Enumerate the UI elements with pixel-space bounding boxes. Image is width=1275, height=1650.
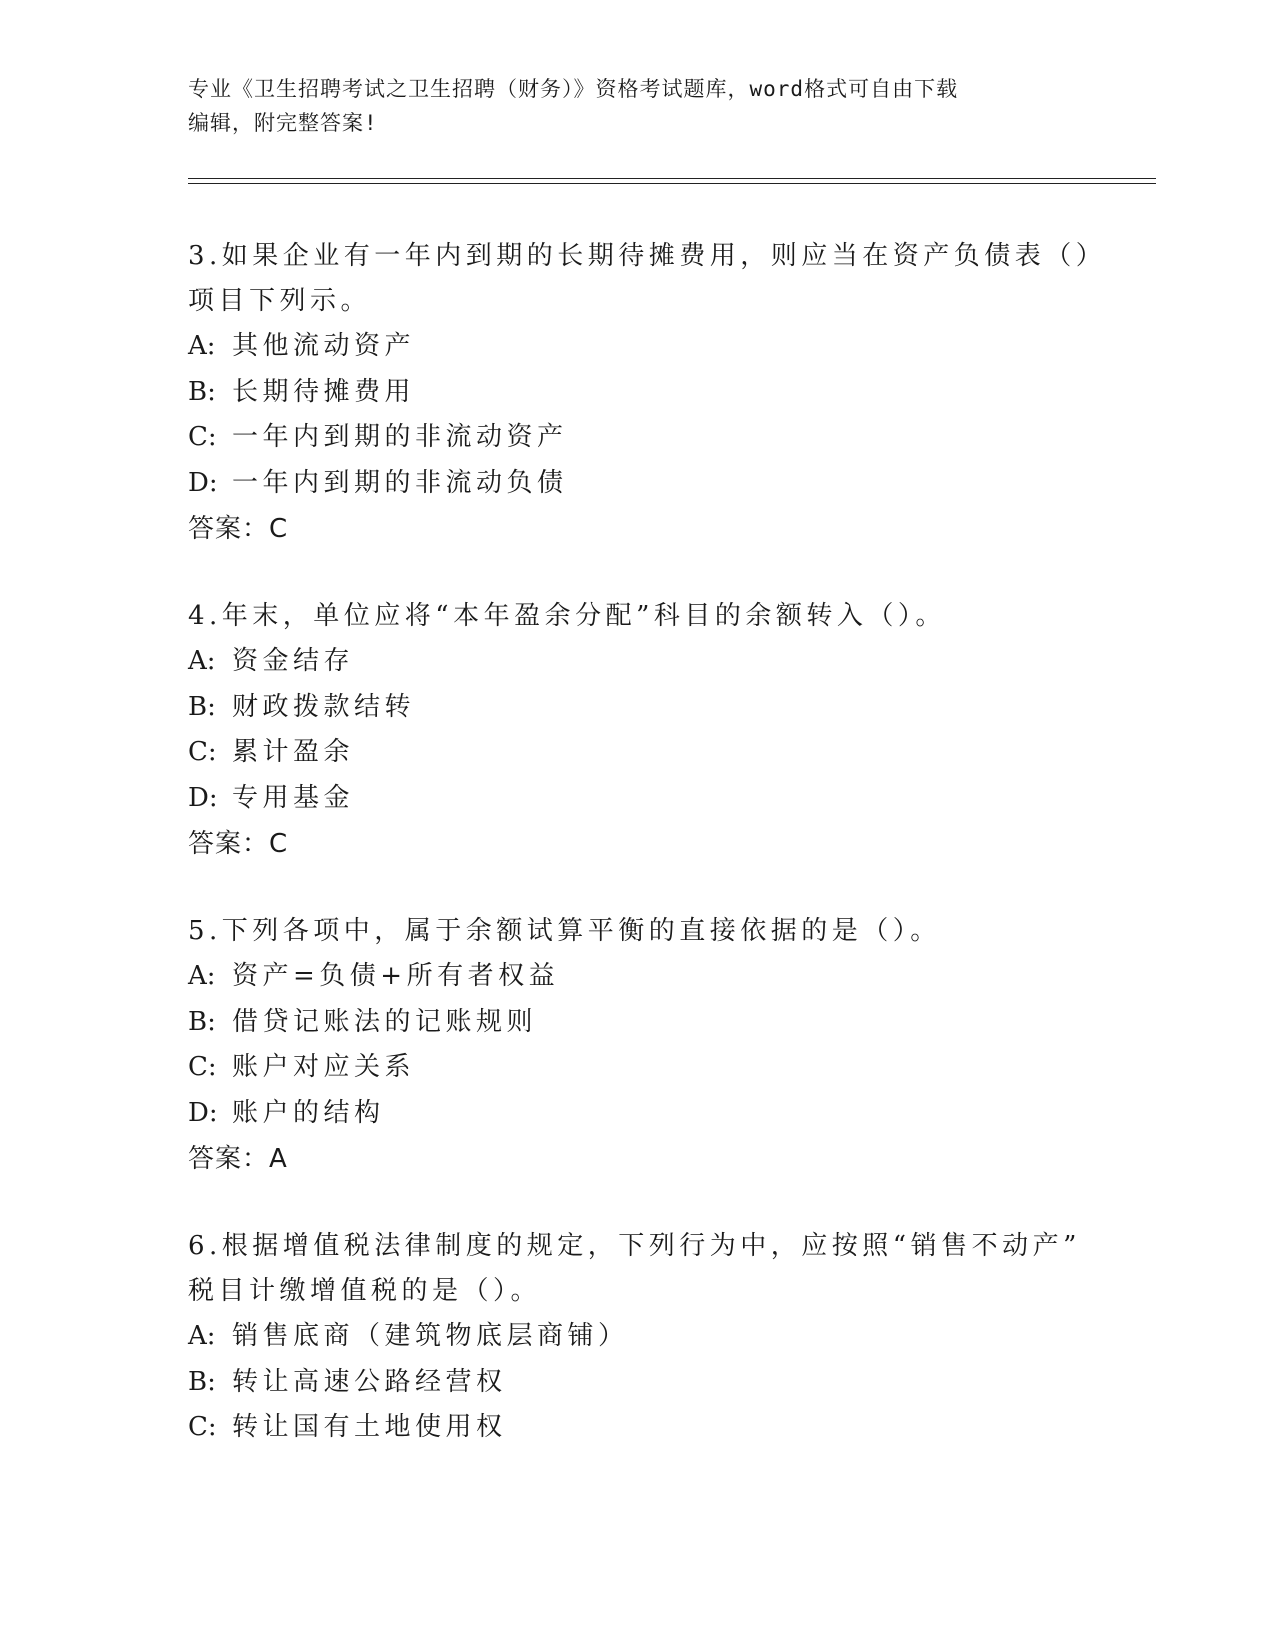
answer-option — [188, 1091, 1088, 1137]
question-list — [188, 234, 1107, 1493]
option-letter: B: — [188, 1366, 216, 1397]
answer-option — [188, 461, 1088, 507]
answer-option — [188, 324, 1088, 370]
answer-key: 答案：C — [188, 514, 289, 544]
header-line-1: 专业《卫生招聘考试之卫生招聘（财务）》资格考试题库，word格式可自由下载 — [188, 77, 959, 101]
question-block — [188, 594, 1088, 867]
answer-key: 答案：C — [188, 829, 289, 859]
option-letter: A: — [188, 961, 216, 991]
answer-key: 答案：A — [188, 1144, 288, 1174]
header-line-2: 编辑，附完整答案! — [188, 111, 378, 135]
option-text: 账户对应关系 — [232, 1052, 416, 1082]
option-text: 一年内到期的非流动负债 — [232, 467, 568, 498]
option-letter: C: — [188, 737, 217, 767]
answer-option — [188, 1314, 1088, 1360]
answer-option — [188, 1045, 1088, 1091]
answer-option — [188, 639, 1088, 685]
option-letter: D: — [188, 782, 218, 813]
option-text: 账户的结构 — [232, 1097, 385, 1128]
option-letter: B: — [188, 691, 216, 722]
question-block — [188, 909, 1088, 1182]
question-stem: 4.年末，单位应将“本年盈余分配”科目的余额转入（）。 — [188, 601, 946, 631]
option-text: 资产=负债+所有者权益 — [232, 961, 560, 991]
answer-option — [188, 685, 1088, 731]
option-text: 转让高速公路经营权 — [232, 1366, 507, 1397]
answer-option — [188, 1405, 1088, 1451]
option-text: 专用基金 — [232, 782, 355, 813]
option-text: 销售底商（建筑物底层商铺） — [232, 1321, 629, 1351]
document-header — [188, 72, 1068, 140]
option-text: 累计盈余 — [232, 737, 355, 767]
option-text: 其他流动资产 — [232, 331, 416, 361]
answer-option — [188, 1360, 1088, 1406]
option-letter: B: — [188, 1006, 216, 1037]
option-letter: B: — [188, 376, 216, 407]
question-stem: 5.下列各项中，属于余额试算平衡的直接依据的是（）。 — [188, 916, 941, 946]
option-letter: C: — [188, 1412, 217, 1442]
option-text: 长期待摊费用 — [232, 376, 416, 407]
answer-option — [188, 954, 1088, 1000]
option-letter: D: — [188, 1097, 218, 1128]
answer-option — [188, 415, 1088, 461]
option-text: 资金结存 — [232, 646, 355, 676]
option-letter: A: — [188, 331, 216, 361]
option-text: 转让国有土地使用权 — [232, 1412, 507, 1442]
option-letter: A: — [188, 646, 216, 676]
question-stem: 项目下列示。 — [188, 286, 372, 316]
option-text: 借贷记账法的记账规则 — [232, 1006, 538, 1037]
question-stem: 税目计缴增值税的是（）。 — [188, 1276, 542, 1306]
header-divider-top — [188, 178, 1156, 179]
option-letter: C: — [188, 422, 217, 452]
option-letter: D: — [188, 467, 218, 498]
question-stem: 6.根据增值税法律制度的规定，下列行为中，应按照“销售不动产” — [188, 1231, 1081, 1261]
option-letter: C: — [188, 1052, 217, 1082]
header-divider-bottom — [188, 183, 1156, 184]
question-block — [188, 1224, 1088, 1451]
answer-option — [188, 776, 1088, 822]
answer-option — [188, 370, 1088, 416]
question-stem: 3.如果企业有一年内到期的长期待摊费用，则应当在资产负债表（） — [188, 241, 1107, 271]
answer-option — [188, 1000, 1088, 1046]
answer-option — [188, 730, 1088, 776]
option-text: 一年内到期的非流动资产 — [232, 422, 568, 452]
option-letter: A: — [188, 1321, 216, 1351]
option-text: 财政拨款结转 — [232, 691, 416, 722]
question-block — [188, 234, 1107, 552]
